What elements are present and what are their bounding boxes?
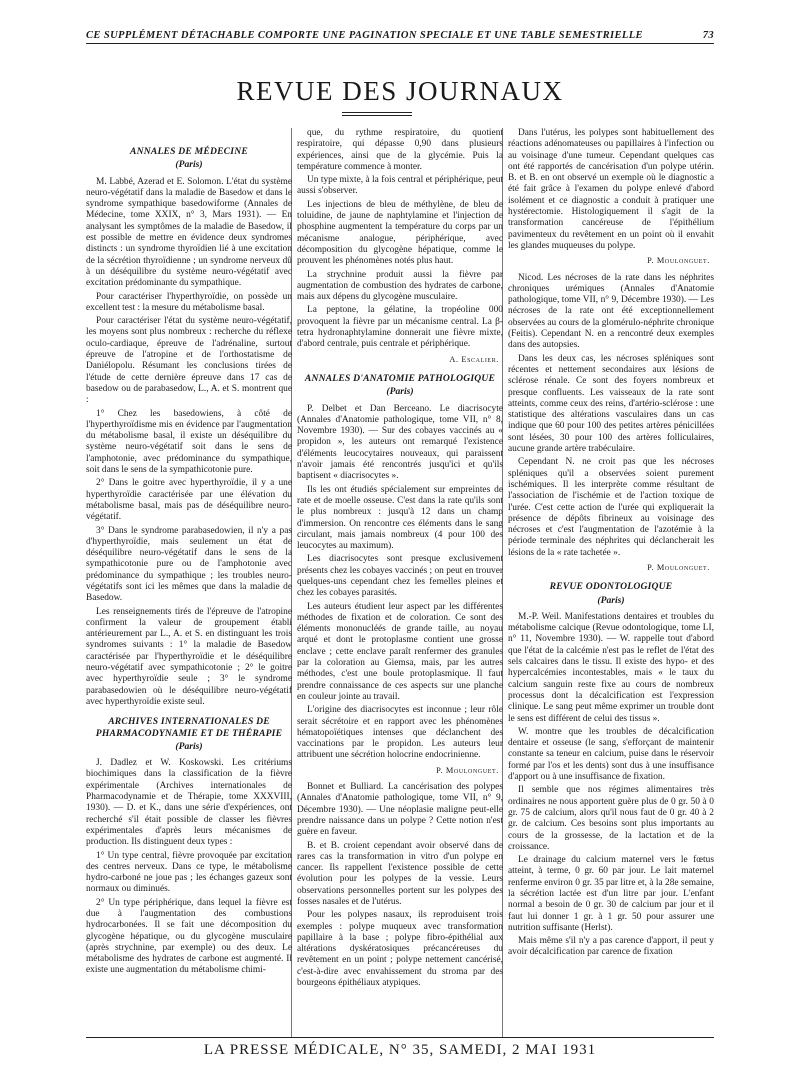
article-paragraph: 2° Un type périphérique, dans lequel la fièvre est due à l'augmentation des combustions hydrocarbonées. Il se fait une décomposition du glycogène hépatique, ou du glycogène musculaire (après strychnine, par exemple) ou des deux. Le métabolisme des hydrates de carbone est augmenté. Il existe une augmentation du métabolisme chimi-	[86, 897, 292, 976]
article-paragraph: M.-P. Weil. Manifestations dentaires et troubles du métabolisme calcique (Revue odontologique, tome LI, n° 11, Novembre 1930). — W. rappelle tout d'abord que l'état de la calcémie n'est pas le reflet de l'état des sels calcaires dans le tissu. Il existe des hypo- et des hypercalcémies incontestables, mais « le taux du calcium sanguin reste fixe au cours de nombreux processus dont la décalcification est l'expression clinique. Le sang peut même exprimer un trouble dont le sens est différent de celui des tissus ».	[508, 611, 714, 724]
article-paragraph: La peptone, la gélatine, la tropéoline 000 provoquent la fièvre par un mécanisme central. La β-tetra hydronaphtylamine donnerait une fièvre mixte, d'abord centrale, puis centrale et périphérique.	[297, 305, 503, 350]
article-paragraph: Les auteurs étudient leur aspect par les différentes méthodes de fixation et de coloration. Ce sont des éléments mononucléés de grande taille, au noyau arqué et dont le protoplasme contient une grosse enclave ; cette enclave paraît renfermer des granules par la coloration au Giemsa, mais, par les autres méthodes, c'est une boule protoplasmique. Il faut prendre connaissance de ces aspects sur une planche en couleur jointe au travail.	[297, 601, 503, 702]
article-paragraph: P. Delbet et Dan Berceano. Le diacrisocyte (Annales d'Anatomie pathologique, tome VII, n° 8, Novembre 1930). — Sur des cobayes vaccinés au « propidon », les auteurs ont remarqué l'existence d'éléments leucocytaires nouveaux, qui paraissent n'avoir jamais été rencontrés jusqu'ici et qu'ils baptisent « diacrisocytes ».	[297, 403, 503, 482]
article-paragraph: Les renseignements tirés de l'épreuve de l'atropine confirment la valeur de groupement établi antérieurement par L., A. et S. en distinguant les trois syndromes suivants : 1° la maladie de Basedow caractérisée par l'hyperthyroïdie et le déséquilibre neuro-végétatif avec sympathicotonie ; 2° le goitre avec hyperthyroïdie seule ; 3° le syndrome parabasedowien où le déséquilibre neuro-végétatif avec hyperthyroïdie existe seul.	[86, 606, 292, 707]
author-signature: P. Moulonguet.	[647, 256, 710, 266]
article-paragraph: La strychnine produit aussi la fièvre par augmentation de combustion des hydrates de carbone, mais aux dépens du glycogène musculaire.	[297, 269, 503, 303]
article-paragraph: W. montre que les troubles de décalcification dentaire et osseuse (le sang, s'efforçant de maintenir constante sa teneur en calcium, puise dans le réservoir formé par l'os et les dents) sont dus à une insuffisance d'apport ou à une insuffisance de fixation.	[508, 726, 714, 783]
article-paragraph: M. Labbé, Azerad et E. Solomon. L'état du système neuro-végétatif dans la maladie de Basedow et dans le syndrome sympathique basedowiforme (Annales de Médecine, tome XXIX, n° 3, Mars 1931). — En analysant les symptômes de la maladie de Basedow, il est possible de mettre en évidence deux syndromes distincts : un syndrome thyroïdien lié à une excitation de la sécrétion thyroïdienne ; un syndrome nerveux dû à un déséquilibre du système neuro-végétatif avec excitation prédominante du sympathique.	[86, 176, 292, 289]
article-paragraph: Dans les deux cas, les nécroses spléniques sont récentes et nettement secondaires aux lésions de sclérose rénale. Ce sont des foyers nombreux et presque confluents. Les vaisseaux de la rate sont atteints, comme ceux des reins, d'artério-sclérose : une statistique des altérations vasculaires dans un cas indique que 60 pour 100 des petites artères pénicillées sont lésées, 30 pour 100 des artères folliculaires, aucune grande artère trabéculaire.	[508, 353, 714, 455]
article-paragraph: Les diacrisocytes sont presque exclusivement présents chez les cobayes vaccinés ; on peut en trouver quelques-uns cependant chez les femelles pleines et chez les cobayes parasités.	[297, 554, 503, 599]
article-paragraph: 1° Chez les basedowiens, à côté de l'hyperthyroïdisme mis en évidence par l'augmentation du métabolisme basal, il existe un déséquilibre du système neuro-végétatif soit dans le sens de l'amphotonie, avec prédominance du sympathique, soit dans le sens de la sympathicotonie pure.	[86, 408, 292, 476]
page-number: 73	[702, 30, 714, 41]
section-place: (Paris)	[175, 159, 203, 171]
article-paragraph: Mais même s'il n'y a pas carence d'apport, il peut y avoir décalcification par carence de fixation	[508, 936, 714, 958]
article-paragraph: L'origine des diacrisocytes est inconnue ; leur rôle serait sécrétoire et en rapport avec les phénomènes hématopoïétiques intenses que déclanchent des vaccinations par le propidon. Les auteurs leur attribuent une sécrétion holocrine endocrinienne.	[297, 705, 503, 761]
article-paragraph: Il semble que nos régimes alimentaires très ordinaires ne nous apportent guère plus de 0 gr. 50 à 0 gr. 75 de calcium, alors qu'il nous faut de 0 gr. 40 à 2 gr. de calcium. Ces besoins sont plus importants au cours de la grossesse, de la lactation et de la croissance.	[508, 785, 714, 852]
section-place: (Paris)	[386, 386, 414, 398]
article-paragraph: J. Dadlez et W. Koskowski. Les critériums biochimiques dans la classification de la fièvre expérimentale (Archives internationales de Pharmacodynamie et de Thérapie, tome XXXVIII, 1930). — D. et K., dans une série d'expériences, ont recherché s'il était possible de classer les fièvres expérimentales d'après leurs mécanismes de production. Ils distinguent deux types :	[86, 758, 292, 848]
author-signature: P. Moulonguet.	[436, 765, 499, 775]
article-paragraph: Pour caractériser l'hyperthyroïdie, on possède un excellent test : la mesure du métabolisme basal.	[86, 291, 292, 313]
section-place: (Paris)	[175, 740, 203, 752]
article-paragraph: Le drainage du calcium maternel vers le fœtus atteint, à terme, 0 gr. 60 par jour. Le lait maternel renferme environ 0 gr. 35 par litre et, à la 28e semaine, la sécrétion lactée est d'un litre par jour. L'enfant normal a besoin de 0 gr. 30 de calcium par jour et il faut lui donner 1 gr. à 1 gr. 50 pour assurer une nutrition suffisante (Herlst).	[508, 855, 714, 933]
article-paragraph: que, du rythme respiratoire, du quotient respiratoire, qui dépasse 0,90 dans plusieurs expériences, ainsi que de la glycémie. Puis la température commence à monter.	[297, 128, 503, 172]
article-paragraph: 2° Dans le goitre avec hyperthyroïdie, il y a une hyperthyroïdie caractérisée par une élévation du métabolisme basal, mais pas de déséquilibre neuro-végétatif.	[86, 478, 292, 523]
article-paragraph: 3° Dans le syndrome parabasedowien, il n'y a pas d'hyperthyroïdie, mais seulement un état de déséquilibre neuro-végétatif dans le sens de la sympathicotonie pure ou de l'amphotonie avec prédominance du sympathique ; les troubles neuro-végétatifs sont ici les mêmes que dans la maladie de Basedow.	[86, 525, 292, 604]
article-paragraph: Pour les polypes nasaux, ils reproduisent trois exemples : polype muqueux avec transformation papillaire à la base ; polype fibro-épithélial aux altérations dyskératosiques précancéreuses du revêtement en un point ; polype nettement cancérisé, c'est-à-dire avec envahissement du stroma par des bourgeons épithéliaux atypiques.	[297, 910, 503, 989]
title-rule	[342, 112, 412, 113]
article-paragraph: Ils les ont étudiés spécialement sur empreintes de rate et de moelle osseuse. C'est dans la rate qu'ils sont le plus nombreux : jusqu'à 12 dans un champ d'immersion. On rencontre ces éléments dans le sang circulant, mais jamais nombreux (4 pour 100 des leucocytes au maximum).	[297, 484, 503, 552]
article-paragraph: Un type mixte, à la fois central et périphérique, peut aussi s'observer.	[297, 175, 503, 197]
article-paragraph: 1° Un type central, fièvre provoquée par excitation des centres nerveux. Dans ce type, le métabolisme hydro-carboné ne joue pas ; les échanges gazeux sont normaux ou diminués.	[86, 850, 292, 895]
running-head	[86, 30, 714, 44]
author-signature: P. Moulonguet.	[647, 562, 710, 572]
article-paragraph: Dans l'utérus, les polypes sont habituellement des réactions adénomateuses ou papillaires à l'infection ou au voisinage d'une tumeur. Cependant quelques cas ont été rapportés de cancérisation d'un polype utérin. B. et B. en ont observé un exemple où le diagnostic a été fait grâce à l'examen du polype enlevé d'abord isolément et ce diagnostic a conduit à pratiquer une hystérectomie. Histologiquement il s'agit de la transformation cancéreuse de l'épithélium pavimenteux du revêtement en un point où il envahit les glandes muqueuses du polype.	[508, 128, 714, 251]
article-paragraph: Cependant N. ne croit pas que les nécroses spléniques qu'il a observées soient purement ischémiques. Il les interprète comme résultant de l'association de l'ischémie et de l'action toxique de l'urée. C'est cette action de l'urée qui expliquerait la présence de dépôts fibrineux au voisinage des nécroses et c'est l'augmentation de l'azotémie à la période terminale des néphrites qui déclancherait les lésions de la « rate tachetée ».	[508, 457, 714, 558]
running-head-text: CE SUPPLÉMENT DÉTACHABLE COMPORTE UNE PAGINATION SPECIALE ET UNE TABLE SEMESTRIELLE	[86, 30, 643, 41]
title-rule	[342, 115, 412, 116]
column-2	[297, 128, 503, 991]
column-3	[508, 128, 714, 961]
article-paragraph: Nicod. Les nécroses de la rate dans les néphrites chroniques urémiques (Annales d'Anatomie pathologique, tome VII, n° 9, Décembre 1930). — Les nécroses de la rate ont été exceptionnellement observées au cours de la glomérulo-néphrite chronique (Feitis). Cependant N. en a rencontré deux exemples dans des autopsies.	[508, 272, 714, 351]
column-1	[86, 128, 292, 979]
author-signature: A. Escalier.	[449, 354, 499, 364]
page-title: REVUE DES JOURNAUX	[236, 76, 564, 106]
article-paragraph: Bonnet et Bulliard. La cancérisation des polypes (Annales d'Anatomie pathologique, tome VII, n° 9, Décembre 1930). — Une néoplasie maligne peut-elle prendre naissance dans un polype ? Cette notion n'est guère en faveur.	[297, 782, 503, 838]
section-heading: ARCHIVES INTERNATIONALES DE PHARMACODYNAMIE ET DE THÉRAPIE	[95, 716, 283, 739]
section-heading: REVUE ODONTOLOGIQUE	[549, 581, 673, 593]
page-footer: LA PRESSE MÉDICALE, N° 35, SAMEDI, 2 MAI 1931	[86, 1037, 714, 1059]
section-heading: ANNALES D'ANATOMIE PATHOLOGIQUE	[304, 372, 496, 384]
article-paragraph: Les injections de bleu de méthylène, de bleu de toluidine, de jaune de naphtylamine et l'injection de phosphine augmentent la température du corps par un mécanisme analogue, périphérique, avec décomposition du glycogène hépatique, comme le prouvent les phénomènes notés plus haut.	[297, 199, 503, 267]
section-place: (Paris)	[597, 594, 625, 606]
article-paragraph: B. et B. croient cependant avoir observé dans de rares cas la transformation in vitro d'un polype en cancer. Ils rappellent l'existence possible de cette évolution pour les polypes de la vessie. Leurs observations personnelles portent sur les polypes des fosses nasales et de l'utérus.	[297, 840, 503, 907]
section-heading: ANNALES DE MÉDECINE	[130, 146, 248, 157]
article-paragraph: Pour caractériser l'état du système neuro-végétatif, les moyens sont plus nombreux : recherche du réflexe oculo-cardiaque, épreuve de l'adrénaline, surtout épreuve de l'atropine et de l'orthostatisme de Daniélopolu. Résumant les conclusions tirées de l'étude de cette dernière épreuve dans 17 cas de basedow ou de parabasedow, L., A. et S. montrent que :	[86, 316, 292, 406]
